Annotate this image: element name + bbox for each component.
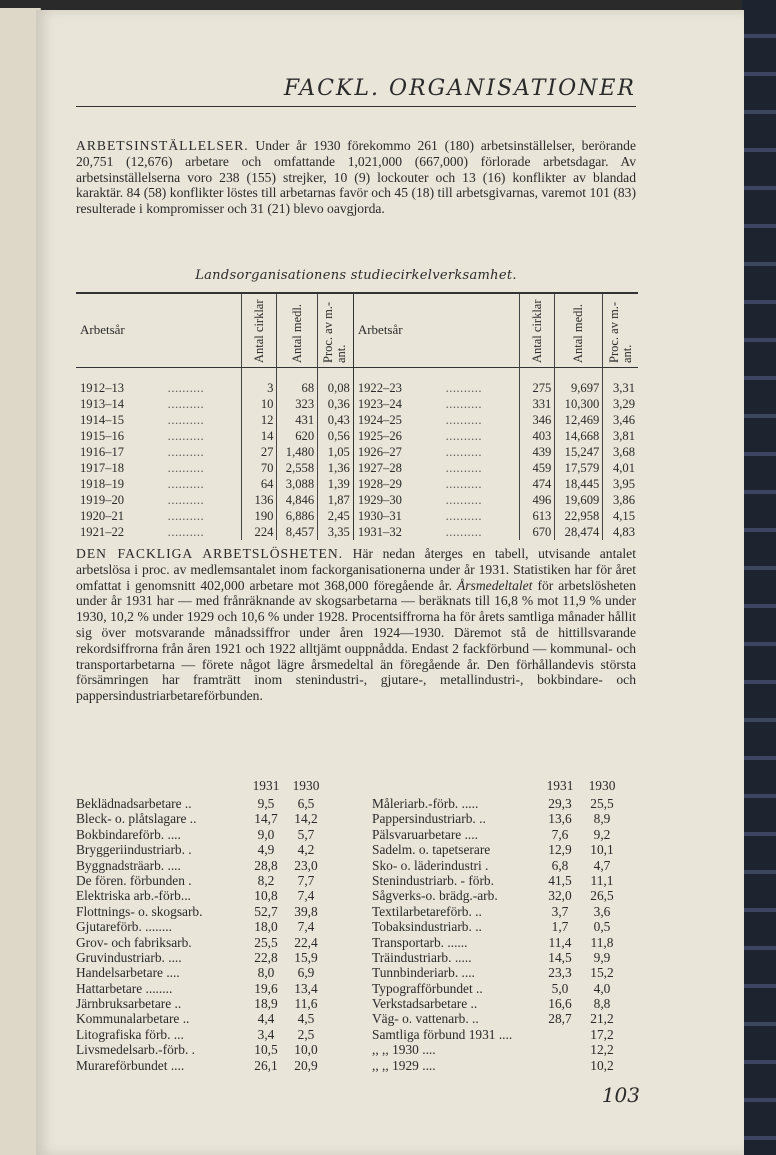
row-members-cell: 8,457: [277, 524, 318, 540]
list-item: [76, 935, 348, 950]
row-pct-cell: 4,83: [603, 524, 638, 540]
row-leader-cell: ..........: [167, 428, 205, 443]
value-1931: 28,8: [254, 857, 278, 873]
row-pct-cell: 3,29: [603, 396, 638, 412]
strikes-paragraph: [76, 138, 636, 217]
value-1931: 23,3: [548, 965, 572, 981]
value-1931: 8,2: [257, 872, 275, 888]
table-row: [76, 412, 638, 428]
row-members-cell: 12,469: [555, 412, 603, 428]
row-leader-cell: ..........: [167, 508, 205, 523]
union-name: Byggnadsträarb. ....: [76, 857, 181, 873]
row-pct-cell: 1,39: [318, 476, 354, 492]
row-circles-cell: 70: [241, 460, 277, 476]
value-1930: 11,6: [294, 996, 318, 1012]
value-1930: 17,2: [590, 1026, 614, 1042]
value-1931: 8,0: [257, 965, 275, 981]
value-1930: 4,2: [297, 842, 315, 858]
row-leader-cell: ..........: [167, 460, 205, 475]
unemployment-text-1: Här nedan återges en tabell, utvisande antalet arbetslösa i proc. av medlemsantalet inom fackorganisationerna under år 1931. Statistiken har för året omfattat i genomsnitt 402,000 arbetare mot 368,000 föregående år.: [76, 546, 636, 593]
row-members-cell: 18,445: [555, 476, 603, 492]
value-1931: 7,6: [551, 826, 569, 842]
row-members-cell: 431: [277, 412, 318, 428]
col-circles-label-2: Antal cirklar: [529, 299, 544, 364]
value-1931: 10,8: [254, 888, 278, 904]
value-1930: 6,5: [297, 796, 315, 811]
background-edge: [742, 0, 776, 1155]
col-year-header-2: Arbetsår: [353, 293, 442, 367]
row-circles-cell: 14: [241, 428, 277, 444]
row-circles-cell: 459: [519, 460, 555, 476]
row-pct-cell: 0,08: [318, 367, 354, 396]
value-1930: 20,9: [294, 1057, 318, 1073]
row-leader-cell: ..........: [167, 412, 205, 427]
row-circles-cell: 190: [241, 508, 277, 524]
row-pct-cell: 4,01: [603, 460, 638, 476]
row-pct-cell: 0,36: [318, 396, 354, 412]
row-circles-cell: 3: [241, 367, 277, 396]
union-name: Väg- o. vattenarb. ..: [372, 1011, 479, 1027]
unemployment-col-left: [76, 776, 348, 1073]
row-members-cell: 17,579: [555, 460, 603, 476]
row-circles-cell: 403: [519, 428, 555, 444]
value-1931: 9,0: [257, 826, 275, 842]
row-circles-cell: 346: [519, 412, 555, 428]
row-members-cell: 2,558: [277, 460, 318, 476]
list-item: [76, 873, 348, 888]
union-name: Typografförbundet ..: [372, 980, 483, 996]
union-name: Handelsarbetare ....: [76, 965, 180, 981]
value-1930: 9,2: [593, 826, 611, 842]
union-name: Träindustriarb. .....: [372, 949, 472, 965]
row-members-cell: 1,480: [277, 444, 318, 460]
row-leader-cell: ..........: [167, 524, 205, 539]
row-pct-cell: 3,81: [603, 428, 638, 444]
row-year-cell: 1930–31: [353, 508, 442, 524]
table-row: [76, 508, 638, 524]
row-leader-cell: ..........: [167, 380, 205, 395]
row-members-cell: 3,088: [277, 476, 318, 492]
list-item: [372, 858, 644, 873]
row-circles-cell: 275: [519, 367, 555, 396]
row-circles-cell: 224: [241, 524, 277, 540]
value-1931: 14,5: [548, 949, 572, 965]
list-item: [372, 1027, 644, 1042]
union-name: Murareförbundet ....: [76, 1057, 185, 1073]
row-leader-cell: ..........: [167, 396, 205, 411]
row-pct-cell: 3,31: [603, 367, 638, 396]
value-1930: 5,7: [297, 826, 315, 842]
list-item: [76, 950, 348, 965]
value-1931: 14,7: [254, 811, 278, 827]
list-item: [76, 827, 348, 842]
row-year-cell: 1926–27: [353, 444, 442, 460]
union-name: Pappersindustriarb. ..: [372, 811, 486, 827]
value-1930: 3,6: [593, 903, 611, 919]
row-pct-cell: 0,43: [318, 412, 354, 428]
value-1931: 26,1: [254, 1057, 278, 1073]
value-1931: 6,8: [551, 857, 569, 873]
list-item: [372, 981, 644, 996]
list-item: [76, 965, 348, 980]
list-item: [372, 950, 644, 965]
row-members-cell: 15,247: [555, 444, 603, 460]
row-year-cell: 1921–22: [80, 524, 125, 539]
value-1931: 32,0: [548, 888, 572, 904]
row-pct-cell: 3,35: [318, 524, 354, 540]
value-1931: 28,7: [548, 1011, 572, 1027]
col-circles-label: Antal cirklar: [251, 299, 266, 364]
table-row: [76, 476, 638, 492]
row-pct-cell: 0,56: [318, 428, 354, 444]
row-leader-cell: ..........: [445, 412, 483, 427]
list-item: [372, 873, 644, 888]
row-pct-cell: 4,15: [603, 508, 638, 524]
row-members-cell: 620: [277, 428, 318, 444]
value-1931: 9,5: [257, 796, 275, 811]
row-year-cell: 1913–14: [80, 396, 125, 411]
value-1931: 4,4: [257, 1011, 275, 1027]
value-1931: 11,4: [548, 934, 572, 950]
row-members-cell: 4,846: [277, 492, 318, 508]
list-item: [76, 796, 348, 811]
row-pct-cell: 3,68: [603, 444, 638, 460]
row-leader-cell: ..........: [445, 444, 483, 459]
list-item: [372, 888, 644, 903]
list-item: [372, 904, 644, 919]
union-name: Tobaksindustriarb. ..: [372, 919, 482, 935]
row-circles-cell: 64: [241, 476, 277, 492]
row-members-cell: 22,958: [555, 508, 603, 524]
row-members-cell: 68: [277, 367, 318, 396]
col-members-header: [277, 293, 318, 367]
value-1930: 26,5: [590, 888, 614, 904]
table-row: [76, 524, 638, 540]
union-name: Sadelm. o. tapetserare: [372, 842, 491, 858]
row-circles-cell: 331: [519, 396, 555, 412]
col-circles-header-2: [519, 293, 555, 367]
study-table-body: [76, 367, 638, 540]
list-item: [76, 842, 348, 857]
union-name: Bryggeriindustriarb. .: [76, 842, 192, 858]
value-1930: 13,4: [294, 980, 318, 996]
value-1930: 0,5: [593, 919, 611, 935]
col-circles-header: [241, 293, 277, 367]
col-1931-label-2: 1931: [546, 778, 574, 793]
row-year-cell: 1912–13: [80, 380, 125, 395]
list-item: [372, 1058, 644, 1073]
col-1930-label: 1930: [292, 778, 320, 793]
union-name: Textilarbetareförb. ..: [372, 903, 482, 919]
row-year-cell: 1914–15: [80, 412, 125, 427]
value-1930: 23,0: [294, 857, 318, 873]
row-year-cell: 1931–32: [353, 524, 442, 540]
unemployment-em: Årsmedeltalet: [456, 577, 533, 593]
value-1930: 21,2: [590, 1011, 614, 1027]
row-leader-cell: ..........: [445, 524, 483, 539]
value-1930: 14,2: [294, 811, 318, 827]
list-item: [76, 858, 348, 873]
row-year-cell: 1923–24: [353, 396, 442, 412]
row-members-cell: 323: [277, 396, 318, 412]
row-members-cell: 10,300: [555, 396, 603, 412]
study-circle-table: [76, 292, 638, 540]
row-year-cell: 1924–25: [353, 412, 442, 428]
value-1931: 41,5: [548, 872, 572, 888]
union-name: Gruvindustriarb. ....: [76, 949, 182, 965]
row-circles-cell: 496: [519, 492, 555, 508]
union-name: ,, ,, 1929 ....: [372, 1057, 436, 1073]
row-members-cell: 6,886: [277, 508, 318, 524]
union-name: Måleriarb.-förb. .....: [372, 796, 479, 811]
row-leader-cell: ..........: [445, 476, 483, 491]
union-name: Gjutareförb. ........: [76, 919, 172, 935]
value-1930: 15,2: [590, 965, 614, 981]
value-1930: 7,7: [297, 872, 315, 888]
value-1930: 7,4: [297, 919, 315, 935]
union-name: Kommunalarbetare ..: [76, 1011, 190, 1027]
row-year-cell: 1928–29: [353, 476, 442, 492]
row-members-cell: 14,668: [555, 428, 603, 444]
list-item: [372, 1011, 644, 1026]
value-1931: 52,7: [254, 903, 278, 919]
study-table-caption: Landsorganisationens studiecirkelverksamhet.: [195, 268, 517, 283]
union-name: De fören. förbunden .: [76, 872, 192, 888]
row-leader-cell: ..........: [445, 460, 483, 475]
row-leader-cell: ..........: [167, 476, 205, 491]
value-1931: 18,9: [254, 996, 278, 1012]
col-1930-label-2: 1930: [588, 778, 616, 793]
row-members-cell: 28,474: [555, 524, 603, 540]
row-pct-cell: 3,95: [603, 476, 638, 492]
list-item: [372, 996, 644, 1011]
union-name: Livsmedelsarb.-förb. .: [76, 1042, 195, 1058]
value-1931: 13,6: [548, 811, 572, 827]
row-year-cell: 1920–21: [80, 508, 125, 523]
union-name: Beklädnadsarbetare ..: [76, 796, 192, 811]
row-year-cell: 1916–17: [80, 444, 125, 459]
table-row: [76, 396, 638, 412]
union-name: Verkstadsarbetare ..: [372, 996, 478, 1012]
value-1930: 4,5: [297, 1011, 315, 1027]
book-page: [36, 10, 744, 1155]
value-1930: 10,2: [590, 1057, 614, 1073]
value-1931: 18,0: [254, 919, 278, 935]
row-leader-cell: ..........: [445, 428, 483, 443]
value-1930: 10,0: [294, 1042, 318, 1058]
header-rule: [76, 106, 636, 107]
row-circles-cell: 27: [241, 444, 277, 460]
union-name: Grov- och fabriksarb.: [76, 934, 192, 950]
table-row: [76, 492, 638, 508]
list-item: [372, 1042, 644, 1057]
value-1930: 15,9: [294, 949, 318, 965]
list-item: [76, 996, 348, 1011]
union-name: Järnbruksarbetare ..: [76, 996, 182, 1012]
value-1930: 9,9: [593, 949, 611, 965]
table-row: [76, 428, 638, 444]
value-1931: 22,8: [254, 949, 278, 965]
row-pct-cell: 3,86: [603, 492, 638, 508]
row-year-cell: 1927–28: [353, 460, 442, 476]
table-row: [76, 460, 638, 476]
union-name: Sko- o. läderindustri .: [372, 857, 489, 873]
row-circles-cell: 439: [519, 444, 555, 460]
value-1930: 8,9: [593, 811, 611, 827]
row-year-cell: 1925–26: [353, 428, 442, 444]
union-name: Transportarb. ......: [372, 934, 468, 950]
row-circles-cell: 613: [519, 508, 555, 524]
list-item: [372, 842, 644, 857]
row-pct-cell: 1,36: [318, 460, 354, 476]
value-1931: 3,7: [551, 903, 569, 919]
union-name: Stenindustriarb. - förb.: [372, 872, 494, 888]
list-item: [372, 965, 644, 980]
row-pct-cell: 2,45: [318, 508, 354, 524]
union-name: Tunnbinderiarb. ....: [372, 965, 475, 981]
value-1930: 11,8: [590, 934, 614, 950]
union-name: Flottnings- o. skogsarb.: [76, 903, 203, 919]
row-circles-cell: 474: [519, 476, 555, 492]
col-dots-header-2: [443, 293, 520, 367]
list-item: [372, 919, 644, 934]
row-leader-cell: ..........: [167, 492, 205, 507]
unemployment-col-right: [372, 776, 644, 1073]
list-item: [76, 811, 348, 826]
value-1930: 25,5: [590, 796, 614, 811]
table-row: [76, 367, 638, 396]
value-1930: 12,2: [590, 1042, 614, 1058]
value-1931: 16,6: [548, 996, 572, 1012]
value-1930: 7,4: [297, 888, 315, 904]
row-leader-cell: ..........: [445, 380, 483, 395]
list-item: [372, 827, 644, 842]
list-item: [76, 904, 348, 919]
value-1931: 25,5: [254, 934, 278, 950]
list-item: [76, 1042, 348, 1057]
col-pct-label: Proc. av m.-ant.: [321, 302, 349, 364]
row-circles-cell: 10: [241, 396, 277, 412]
value-1931: 1,7: [551, 919, 569, 935]
col-pct-header-2: [603, 293, 638, 367]
list-item: [76, 888, 348, 903]
list-item: [372, 811, 644, 826]
row-pct-cell: 1,05: [318, 444, 354, 460]
value-1930: 10,1: [590, 842, 614, 858]
strikes-lead: ARBETSINSTÄLLELSER.: [76, 138, 249, 153]
list-item: [76, 1027, 348, 1042]
value-1930: 11,1: [590, 872, 614, 888]
union-name: Pälsvaruarbetare ....: [372, 826, 478, 842]
value-1930: 22,4: [294, 934, 318, 950]
row-leader-cell: ..........: [445, 396, 483, 411]
row-pct-cell: 1,87: [318, 492, 354, 508]
list-item: [76, 919, 348, 934]
col-members-label: Antal medl.: [289, 304, 304, 364]
table-header-row: [76, 293, 638, 367]
value-1930: 6,9: [297, 965, 315, 981]
row-circles-cell: 670: [519, 524, 555, 540]
row-circles-cell: 12: [241, 412, 277, 428]
row-members-cell: 9,697: [555, 367, 603, 396]
union-name: Elektriska arb.-förb...: [76, 888, 191, 904]
col-head-right: [372, 776, 644, 796]
list-item: [76, 1011, 348, 1026]
value-1931: 4,9: [257, 842, 275, 858]
row-pct-cell: 3,46: [603, 412, 638, 428]
running-header: FACKL. ORGANISATIONER: [283, 76, 636, 101]
union-name: ,, ,, 1930 ....: [372, 1042, 436, 1058]
col-year-header: Arbetsår: [80, 322, 125, 338]
row-leader-cell: ..........: [445, 492, 483, 507]
row-year-cell: 1917–18: [80, 460, 125, 475]
list-item: [372, 935, 644, 950]
col-1931-label: 1931: [252, 778, 280, 793]
value-1930: 4,0: [593, 980, 611, 996]
value-1931: 5,0: [551, 980, 569, 996]
row-leader-cell: ..........: [167, 444, 205, 459]
union-name: Hattarbetare ........: [76, 980, 173, 996]
page-number: 103: [601, 1083, 640, 1107]
list-item: [372, 796, 644, 811]
union-name: Litografiska förb. ...: [76, 1026, 184, 1042]
value-1931: 19,6: [254, 980, 278, 996]
row-circles-cell: 136: [241, 492, 277, 508]
col-dots-header: [165, 293, 242, 367]
unemployment-paragraph: [76, 546, 636, 704]
unemployment-lead: DEN FACKLIGA ARBETSLÖSHETEN.: [76, 546, 344, 561]
col-members-header-2: [555, 293, 603, 367]
value-1930: 2,5: [297, 1026, 315, 1042]
unemployment-table: [76, 776, 636, 1086]
union-name: Sågverks-o. brädg.-arb.: [372, 888, 498, 904]
unemployment-text-2: för arbetslösheten under år 1931 har — med frånräknande av skogsarbetarna — beräknats till 16,8 % mot 11,9 % under 1930, 10,2 % under 1929 och 10,6 % under 1928. Procentsiffrorna ha för årets samtliga månader hållit sig över motsvarande månadssiffror under åren 1924—1930. Däremot stå de hittillsvarande rekordsiffrorna från åren 1921 och 1922 alltjämt ouppnådda. Endast 2 fackförbund — kommunal- och transportarbetarna — förete något lägre årsmedeltal än föregående år. Den förhållandevis största försämringen har framträtt inom stenindustri-, gjutare-, metallindustri-, bokbindare- och pappersindustriarbetareförbunden.: [76, 577, 637, 704]
col-pct-label-2: Proc. av m.-ant.: [606, 302, 634, 364]
col-pct-header: [318, 293, 354, 367]
value-1931: 3,4: [257, 1026, 275, 1042]
row-year-cell: 1922–23: [353, 367, 442, 396]
row-year-cell: 1929–30: [353, 492, 442, 508]
value-1931: 12,9: [548, 842, 572, 858]
row-year-cell: 1919–20: [80, 492, 125, 507]
value-1931: 29,3: [548, 796, 572, 811]
row-year-cell: 1918–19: [80, 476, 125, 491]
list-item: [76, 981, 348, 996]
value-1930: 39,8: [294, 903, 318, 919]
union-name: Bokbindareförb. ....: [76, 826, 181, 842]
facing-page-edge: [0, 8, 41, 1155]
union-name: Samtliga förbund 1931 ....: [372, 1026, 513, 1042]
union-name: Bleck- o. plåtslagare ..: [76, 811, 197, 827]
table-row: [76, 444, 638, 460]
row-year-cell: 1915–16: [80, 428, 125, 443]
list-item: [76, 1058, 348, 1073]
row-members-cell: 19,609: [555, 492, 603, 508]
col-members-label-2: Antal medl.: [571, 304, 586, 364]
row-leader-cell: ..........: [445, 508, 483, 523]
value-1931: 10,5: [254, 1042, 278, 1058]
value-1930: 8,8: [593, 996, 611, 1012]
strikes-text: Under år 1930 förekommo 261 (180) arbetsinställelser, berörande 20,751 (12,676) arbetare och omfattande 1,021,000 (667,000) förlorade arbetsdagar. Av arbetsinställelserna voro 238 (155) strejker, 10 (9) lockouter och 13 (16) konflikter av blandad karaktär. 84 (58) konflikter löstes till arbetarnas favör och 45 (18) till arbetsgivarnas, varemot 101 (83) resulterade i kompromisser och 31 (21) blevo oavgjorda.: [76, 138, 636, 217]
value-1930: 4,7: [593, 857, 611, 873]
col-head-left: [76, 776, 348, 796]
